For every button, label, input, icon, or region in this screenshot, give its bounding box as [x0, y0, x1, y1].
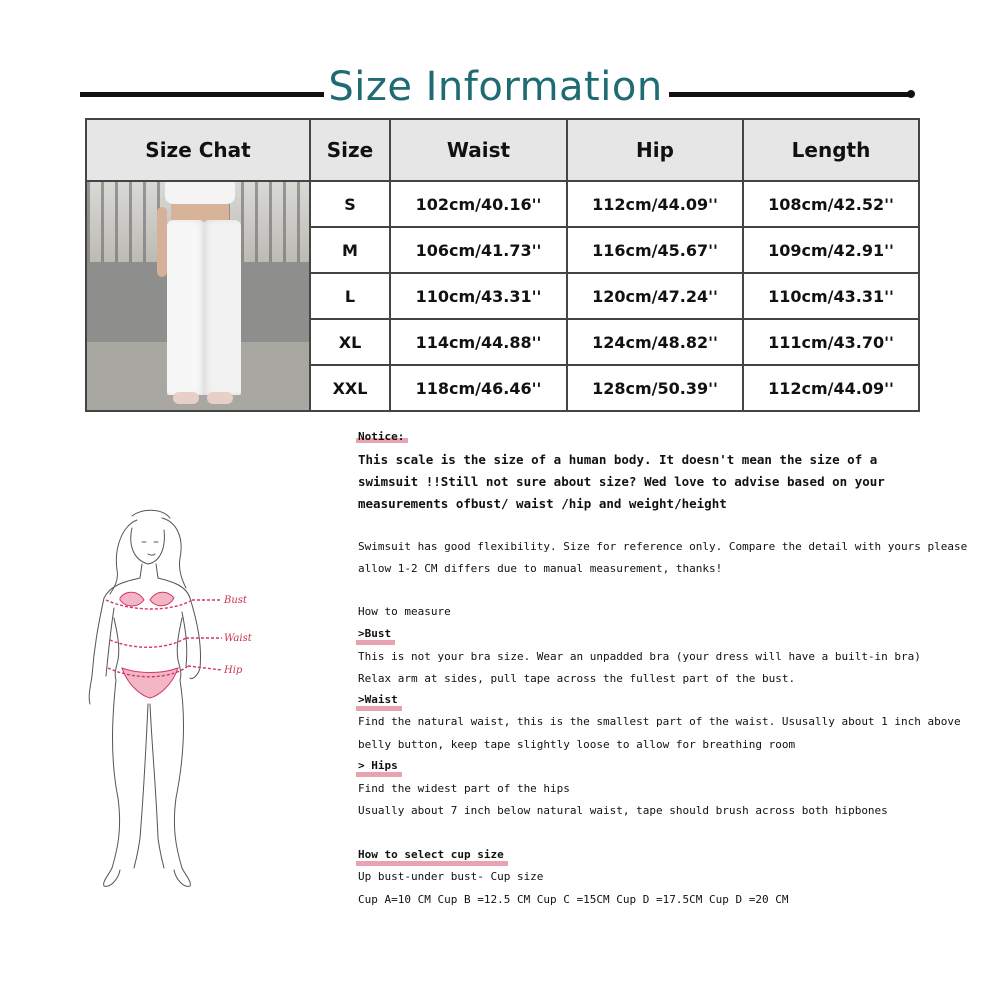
cup-line: Cup A=10 CM Cup B =12.5 CM Cup C =15CM Cup D =17.5CM Cup D =20 CM: [358, 893, 789, 906]
cell-waist: 106cm/41.73'': [390, 227, 567, 273]
title-bar: [78, 60, 913, 120]
cell-size: L: [310, 273, 390, 319]
header-size: Size: [310, 119, 390, 181]
how-to-measure-heading: How to measure: [358, 605, 451, 618]
header-length: Length: [743, 119, 919, 181]
cell-hip: 116cm/45.67'': [567, 227, 743, 273]
size-table: [85, 118, 920, 412]
hips-line: Find the widest part of the hips: [358, 782, 570, 795]
flex-line: allow 1-2 CM differs due to manual measurement, thanks!: [358, 562, 723, 575]
bust-line: Relax arm at sides, pull tape across the fullest part of the bust.: [358, 672, 796, 685]
notice-line: measurements ofbust/ waist /hip and weight/height: [358, 496, 727, 511]
table-header-row: [86, 119, 919, 181]
hips-label: > Hips: [358, 755, 398, 777]
header-waist: Waist: [390, 119, 567, 181]
hips-line: Usually about 7 inch below natural waist, tape should brush across both hipbones: [358, 804, 888, 817]
flex-line: Swimsuit has good flexibility. Size for reference only. Compare the detail with yours please: [358, 540, 968, 553]
bust-label: >Bust: [358, 623, 391, 645]
notice-line: swimsuit !!Still not sure about size? Wed love to advise based on your: [358, 474, 885, 489]
cell-size: M: [310, 227, 390, 273]
body-measurement-figure: [62, 508, 262, 893]
cell-length: 112cm/44.09'': [743, 365, 919, 411]
cell-hip: 120cm/47.24'': [567, 273, 743, 319]
bust-line: This is not your bra size. Wear an unpadded bra (your dress will have a built-in bra): [358, 650, 921, 663]
cell-size: XXL: [310, 365, 390, 411]
cell-length: 108cm/42.52'': [743, 181, 919, 227]
page-title: Size Information: [78, 64, 913, 110]
cup-line: Up bust-under bust- Cup size: [358, 870, 544, 883]
table-row: [86, 181, 919, 227]
cell-size: S: [310, 181, 390, 227]
waist-label: >Waist: [358, 689, 398, 711]
figure-label-bust: Bust: [224, 595, 247, 606]
cell-hip: 112cm/44.09'': [567, 181, 743, 227]
figure-label-hip: Hip: [224, 665, 243, 676]
cell-waist: 118cm/46.46'': [390, 365, 567, 411]
cup-heading: How to select cup size: [358, 844, 504, 866]
product-photo: [86, 181, 310, 411]
cell-length: 109cm/42.91'': [743, 227, 919, 273]
waist-line: Find the natural waist, this is the smallest part of the waist. Ususally about 1 inch above: [358, 715, 961, 728]
header-size-chat: Size Chat: [86, 119, 310, 181]
cell-waist: 110cm/43.31'': [390, 273, 567, 319]
cell-waist: 114cm/44.88'': [390, 319, 567, 365]
cell-waist: 102cm/40.16'': [390, 181, 567, 227]
cell-length: 110cm/43.31'': [743, 273, 919, 319]
cell-size: XL: [310, 319, 390, 365]
cell-length: 111cm/43.70'': [743, 319, 919, 365]
cell-hip: 128cm/50.39'': [567, 365, 743, 411]
figure-label-waist: Waist: [224, 633, 252, 644]
header-hip: Hip: [567, 119, 743, 181]
notice-heading: Notice:: [358, 430, 405, 443]
notice-line: This scale is the size of a human body. It doesn't mean the size of a: [358, 452, 878, 467]
waist-line: belly button, keep tape slightly loose to allow for breathing room: [358, 738, 796, 751]
cell-hip: 124cm/48.82'': [567, 319, 743, 365]
